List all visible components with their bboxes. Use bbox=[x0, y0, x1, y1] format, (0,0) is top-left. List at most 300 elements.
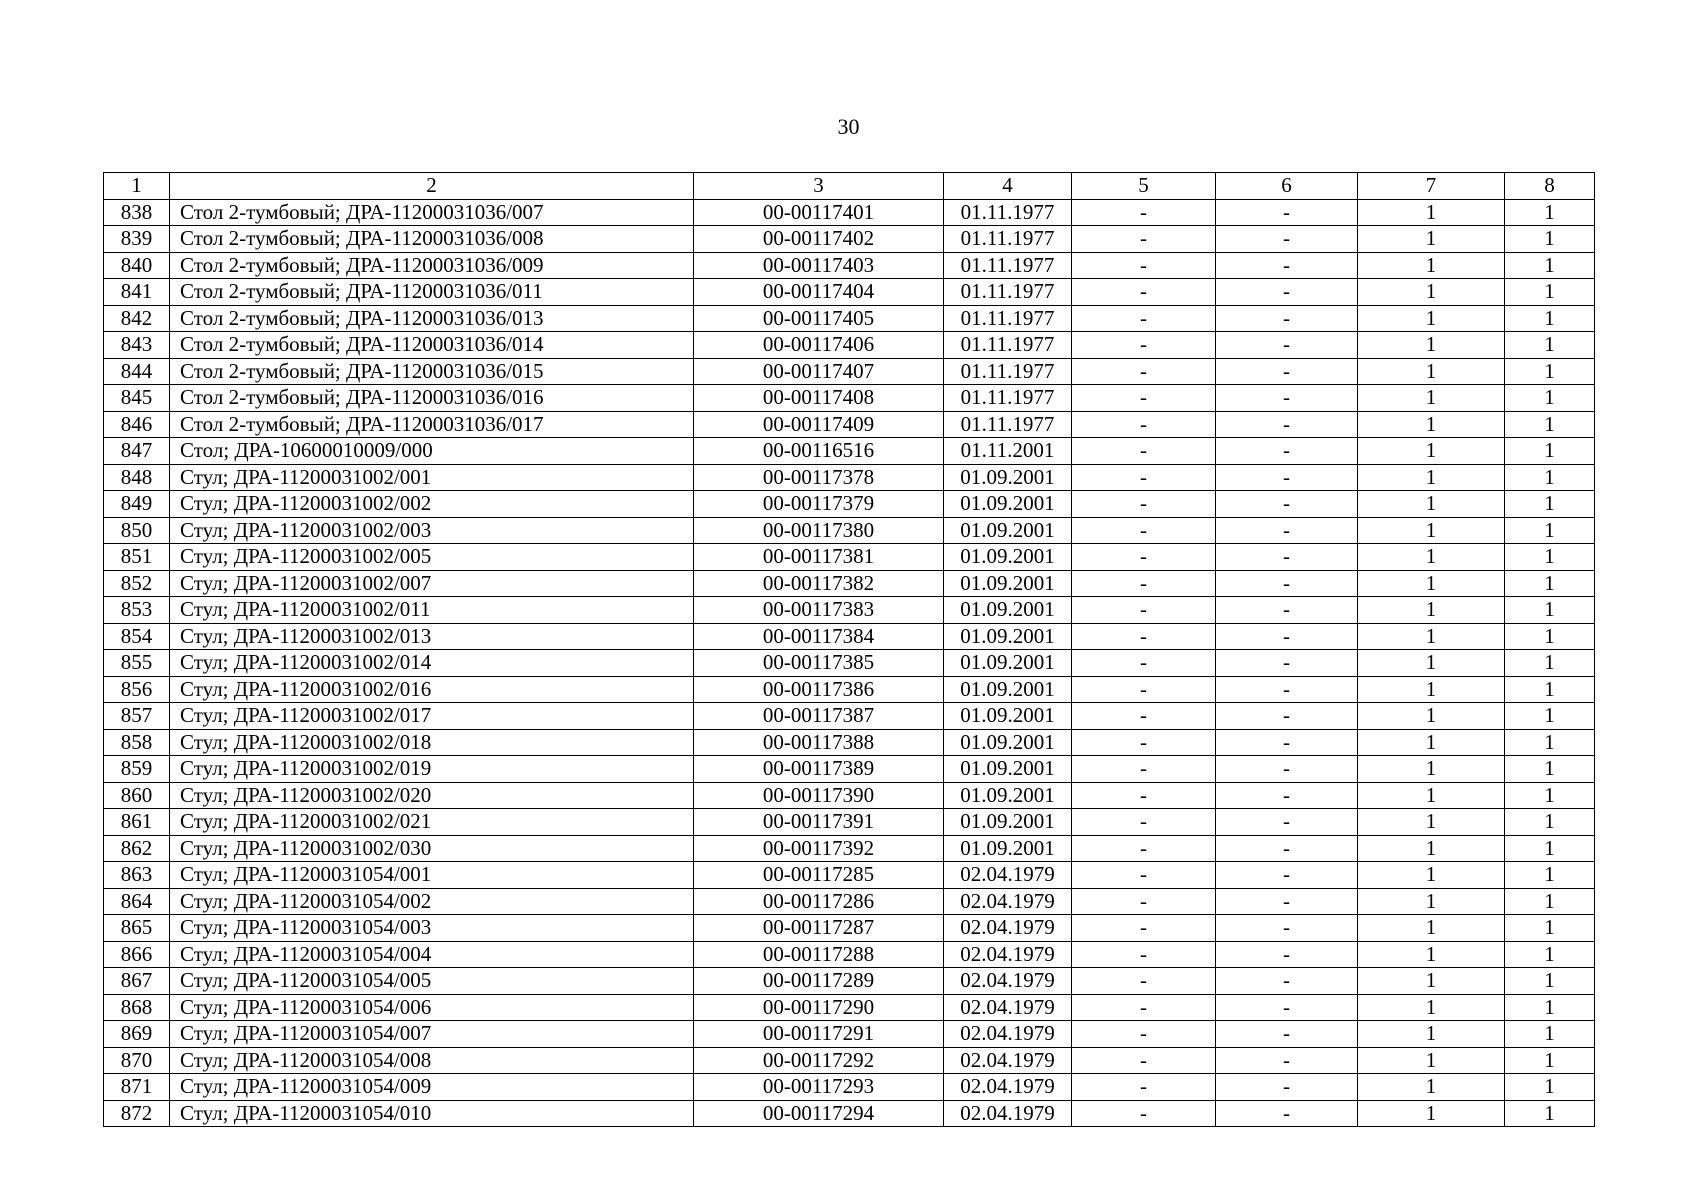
column-header-4: 4 bbox=[944, 173, 1072, 200]
table-cell-col-7: 1 bbox=[1358, 1074, 1505, 1101]
table-cell-col-1: 856 bbox=[104, 676, 170, 703]
table-row bbox=[104, 570, 1595, 597]
table-cell-col-7: 1 bbox=[1358, 279, 1505, 306]
table-cell-col-4: 01.11.1977 bbox=[944, 411, 1072, 438]
table-cell-col-7: 1 bbox=[1358, 438, 1505, 465]
table-cell-col-6: - bbox=[1216, 597, 1358, 624]
table-cell-col-5: - bbox=[1072, 623, 1216, 650]
table-row bbox=[104, 676, 1595, 703]
table-cell-col-7: 1 bbox=[1358, 226, 1505, 253]
table-cell-col-2: Стул; ДРА-11200031054/007 bbox=[170, 1021, 694, 1048]
page-number: 30 bbox=[837, 114, 860, 139]
table-cell-col-8: 1 bbox=[1505, 1021, 1595, 1048]
table-cell-col-2: Стул; ДРА-11200031054/004 bbox=[170, 941, 694, 968]
table-cell-col-3: 00-00117402 bbox=[694, 226, 944, 253]
table-cell-col-8: 1 bbox=[1505, 676, 1595, 703]
table-cell-col-8: 1 bbox=[1505, 835, 1595, 862]
table-cell-col-3: 00-00117287 bbox=[694, 915, 944, 942]
table-cell-col-2: Стол 2-тумбовый; ДРА-11200031036/011 bbox=[170, 279, 694, 306]
table-cell-col-4: 01.11.2001 bbox=[944, 438, 1072, 465]
table-cell-col-1: 838 bbox=[104, 199, 170, 226]
table-cell-col-1: 871 bbox=[104, 1074, 170, 1101]
table-cell-col-1: 857 bbox=[104, 703, 170, 730]
table-cell-col-1: 862 bbox=[104, 835, 170, 862]
table-cell-col-2: Стул; ДРА-11200031002/021 bbox=[170, 809, 694, 836]
table-cell-col-8: 1 bbox=[1505, 226, 1595, 253]
table-cell-col-7: 1 bbox=[1358, 1047, 1505, 1074]
table-cell-col-8: 1 bbox=[1505, 1100, 1595, 1127]
table-row bbox=[104, 782, 1595, 809]
table-cell-col-7: 1 bbox=[1358, 650, 1505, 677]
table-cell-col-6: - bbox=[1216, 517, 1358, 544]
table-cell-col-5: - bbox=[1072, 862, 1216, 889]
table-row bbox=[104, 650, 1595, 677]
table-cell-col-3: 00-00117291 bbox=[694, 1021, 944, 1048]
table-cell-col-5: - bbox=[1072, 676, 1216, 703]
table-cell-col-6: - bbox=[1216, 862, 1358, 889]
table-cell-col-3: 00-00117401 bbox=[694, 199, 944, 226]
table-cell-col-4: 01.11.1977 bbox=[944, 279, 1072, 306]
table-cell-col-7: 1 bbox=[1358, 623, 1505, 650]
table-cell-col-1: 867 bbox=[104, 968, 170, 995]
table-cell-col-3: 00-00117380 bbox=[694, 517, 944, 544]
table-cell-col-8: 1 bbox=[1505, 994, 1595, 1021]
table-row bbox=[104, 438, 1595, 465]
table-cell-col-7: 1 bbox=[1358, 358, 1505, 385]
table-cell-col-8: 1 bbox=[1505, 941, 1595, 968]
table-row bbox=[104, 1021, 1595, 1048]
table-cell-col-2: Стул; ДРА-11200031002/005 bbox=[170, 544, 694, 571]
table-row bbox=[104, 888, 1595, 915]
table-row bbox=[104, 703, 1595, 730]
table-cell-col-4: 01.11.1977 bbox=[944, 332, 1072, 359]
table-cell-col-3: 00-00117381 bbox=[694, 544, 944, 571]
table-cell-col-3: 00-00117386 bbox=[694, 676, 944, 703]
table-row bbox=[104, 809, 1595, 836]
table-cell-col-1: 846 bbox=[104, 411, 170, 438]
table-cell-col-8: 1 bbox=[1505, 411, 1595, 438]
table-cell-col-3: 00-00117379 bbox=[694, 491, 944, 518]
table-cell-col-8: 1 bbox=[1505, 862, 1595, 889]
table-row bbox=[104, 915, 1595, 942]
table-cell-col-3: 00-00117392 bbox=[694, 835, 944, 862]
table-cell-col-1: 842 bbox=[104, 305, 170, 332]
table-cell-col-3: 00-00117388 bbox=[694, 729, 944, 756]
table-row bbox=[104, 411, 1595, 438]
table-cell-col-2: Стул; ДРА-11200031002/013 bbox=[170, 623, 694, 650]
table-cell-col-2: Стул; ДРА-11200031054/009 bbox=[170, 1074, 694, 1101]
table-row bbox=[104, 968, 1595, 995]
table-cell-col-6: - bbox=[1216, 1100, 1358, 1127]
table-cell-col-7: 1 bbox=[1358, 385, 1505, 412]
table-cell-col-5: - bbox=[1072, 358, 1216, 385]
table-cell-col-5: - bbox=[1072, 835, 1216, 862]
table-cell-col-6: - bbox=[1216, 332, 1358, 359]
table-cell-col-2: Стул; ДРА-11200031054/001 bbox=[170, 862, 694, 889]
table-cell-col-1: 852 bbox=[104, 570, 170, 597]
table-cell-col-2: Стул; ДРА-11200031002/007 bbox=[170, 570, 694, 597]
table-cell-col-7: 1 bbox=[1358, 252, 1505, 279]
table-cell-col-4: 01.09.2001 bbox=[944, 597, 1072, 624]
table-cell-col-2: Стол 2-тумбовый; ДРА-11200031036/016 bbox=[170, 385, 694, 412]
table-cell-col-8: 1 bbox=[1505, 888, 1595, 915]
table-row bbox=[104, 544, 1595, 571]
table-cell-col-3: 00-00117383 bbox=[694, 597, 944, 624]
table-cell-col-2: Стол 2-тумбовый; ДРА-11200031036/017 bbox=[170, 411, 694, 438]
table-cell-col-1: 854 bbox=[104, 623, 170, 650]
table-cell-col-4: 01.09.2001 bbox=[944, 570, 1072, 597]
table-cell-col-2: Стол 2-тумбовый; ДРА-11200031036/008 bbox=[170, 226, 694, 253]
table-cell-col-5: - bbox=[1072, 491, 1216, 518]
table-cell-col-2: Стол 2-тумбовый; ДРА-11200031036/013 bbox=[170, 305, 694, 332]
table-header-row bbox=[104, 173, 1595, 200]
table-cell-col-3: 00-00117406 bbox=[694, 332, 944, 359]
table-cell-col-3: 00-00117294 bbox=[694, 1100, 944, 1127]
table-cell-col-5: - bbox=[1072, 941, 1216, 968]
table-cell-col-1: 855 bbox=[104, 650, 170, 677]
table-cell-col-4: 01.09.2001 bbox=[944, 835, 1072, 862]
table-cell-col-1: 848 bbox=[104, 464, 170, 491]
table-cell-col-3: 00-00117292 bbox=[694, 1047, 944, 1074]
table-cell-col-5: - bbox=[1072, 1021, 1216, 1048]
table-cell-col-2: Стул; ДРА-11200031002/018 bbox=[170, 729, 694, 756]
table-cell-col-2: Стул; ДРА-11200031002/019 bbox=[170, 756, 694, 783]
table-cell-col-7: 1 bbox=[1358, 570, 1505, 597]
table-cell-col-5: - bbox=[1072, 1047, 1216, 1074]
table-cell-col-5: - bbox=[1072, 332, 1216, 359]
table-cell-col-4: 02.04.1979 bbox=[944, 1100, 1072, 1127]
table-cell-col-3: 00-00117404 bbox=[694, 279, 944, 306]
column-header-3: 3 bbox=[694, 173, 944, 200]
table-cell-col-4: 01.11.1977 bbox=[944, 358, 1072, 385]
table-cell-col-6: - bbox=[1216, 1074, 1358, 1101]
table-cell-col-2: Стул; ДРА-11200031054/003 bbox=[170, 915, 694, 942]
table-cell-col-1: 866 bbox=[104, 941, 170, 968]
table-cell-col-6: - bbox=[1216, 570, 1358, 597]
table-cell-col-1: 844 bbox=[104, 358, 170, 385]
table-cell-col-7: 1 bbox=[1358, 1100, 1505, 1127]
table-row bbox=[104, 597, 1595, 624]
table-cell-col-7: 1 bbox=[1358, 729, 1505, 756]
table-row bbox=[104, 199, 1595, 226]
table-cell-col-4: 02.04.1979 bbox=[944, 1074, 1072, 1101]
table-cell-col-6: - bbox=[1216, 941, 1358, 968]
table-cell-col-4: 02.04.1979 bbox=[944, 994, 1072, 1021]
column-header-6: 6 bbox=[1216, 173, 1358, 200]
table-cell-col-7: 1 bbox=[1358, 703, 1505, 730]
table-row bbox=[104, 862, 1595, 889]
table-row bbox=[104, 941, 1595, 968]
table-cell-col-1: 863 bbox=[104, 862, 170, 889]
table-cell-col-7: 1 bbox=[1358, 809, 1505, 836]
table-cell-col-7: 1 bbox=[1358, 888, 1505, 915]
table-row bbox=[104, 1074, 1595, 1101]
table-cell-col-2: Стул; ДРА-11200031002/030 bbox=[170, 835, 694, 862]
table-cell-col-4: 01.09.2001 bbox=[944, 623, 1072, 650]
table-cell-col-4: 02.04.1979 bbox=[944, 1021, 1072, 1048]
table-cell-col-7: 1 bbox=[1358, 994, 1505, 1021]
table-cell-col-2: Стол 2-тумбовый; ДРА-11200031036/014 bbox=[170, 332, 694, 359]
table-row bbox=[104, 1100, 1595, 1127]
table-cell-col-3: 00-00117384 bbox=[694, 623, 944, 650]
table-cell-col-3: 00-00117290 bbox=[694, 994, 944, 1021]
table-cell-col-1: 868 bbox=[104, 994, 170, 1021]
table-cell-col-6: - bbox=[1216, 756, 1358, 783]
table-cell-col-8: 1 bbox=[1505, 1074, 1595, 1101]
table-cell-col-1: 870 bbox=[104, 1047, 170, 1074]
table-cell-col-5: - bbox=[1072, 544, 1216, 571]
table-cell-col-8: 1 bbox=[1505, 782, 1595, 809]
table-cell-col-7: 1 bbox=[1358, 544, 1505, 571]
table-cell-col-8: 1 bbox=[1505, 756, 1595, 783]
table-cell-col-3: 00-00117289 bbox=[694, 968, 944, 995]
table-cell-col-6: - bbox=[1216, 729, 1358, 756]
table-cell-col-8: 1 bbox=[1505, 915, 1595, 942]
table-cell-col-4: 02.04.1979 bbox=[944, 915, 1072, 942]
table-cell-col-2: Стул; ДРА-11200031054/002 bbox=[170, 888, 694, 915]
table-cell-col-1: 843 bbox=[104, 332, 170, 359]
table-cell-col-4: 01.09.2001 bbox=[944, 809, 1072, 836]
table-cell-col-6: - bbox=[1216, 809, 1358, 836]
column-header-5: 5 bbox=[1072, 173, 1216, 200]
table-cell-col-5: - bbox=[1072, 915, 1216, 942]
table-cell-col-4: 01.09.2001 bbox=[944, 517, 1072, 544]
table-row bbox=[104, 358, 1595, 385]
table-cell-col-5: - bbox=[1072, 650, 1216, 677]
table-cell-col-6: - bbox=[1216, 464, 1358, 491]
table-cell-col-4: 01.09.2001 bbox=[944, 464, 1072, 491]
table-cell-col-2: Стул; ДРА-11200031002/017 bbox=[170, 703, 694, 730]
table-row bbox=[104, 252, 1595, 279]
table-cell-col-3: 00-00117409 bbox=[694, 411, 944, 438]
table-cell-col-7: 1 bbox=[1358, 676, 1505, 703]
column-header-7: 7 bbox=[1358, 173, 1505, 200]
table-cell-col-5: - bbox=[1072, 597, 1216, 624]
table-cell-col-4: 01.11.1977 bbox=[944, 305, 1072, 332]
table-cell-col-7: 1 bbox=[1358, 968, 1505, 995]
column-header-8: 8 bbox=[1505, 173, 1595, 200]
table-cell-col-2: Стул; ДРА-11200031002/003 bbox=[170, 517, 694, 544]
table-cell-col-8: 1 bbox=[1505, 438, 1595, 465]
table-cell-col-5: - bbox=[1072, 517, 1216, 544]
table-cell-col-2: Стол; ДРА-10600010009/000 bbox=[170, 438, 694, 465]
table-cell-col-7: 1 bbox=[1358, 464, 1505, 491]
table-cell-col-2: Стул; ДРА-11200031002/002 bbox=[170, 491, 694, 518]
table-cell-col-7: 1 bbox=[1358, 411, 1505, 438]
table-row bbox=[104, 491, 1595, 518]
table-row bbox=[104, 623, 1595, 650]
table-cell-col-6: - bbox=[1216, 994, 1358, 1021]
table-cell-col-8: 1 bbox=[1505, 809, 1595, 836]
table-cell-col-8: 1 bbox=[1505, 623, 1595, 650]
table-cell-col-4: 01.09.2001 bbox=[944, 650, 1072, 677]
table-cell-col-1: 859 bbox=[104, 756, 170, 783]
table-cell-col-2: Стул; ДРА-11200031002/014 bbox=[170, 650, 694, 677]
table-cell-col-4: 02.04.1979 bbox=[944, 941, 1072, 968]
table-cell-col-5: - bbox=[1072, 411, 1216, 438]
column-header-1: 1 bbox=[104, 173, 170, 200]
table-cell-col-8: 1 bbox=[1505, 570, 1595, 597]
table-cell-col-3: 00-00116516 bbox=[694, 438, 944, 465]
table-cell-col-7: 1 bbox=[1358, 305, 1505, 332]
table-cell-col-1: 872 bbox=[104, 1100, 170, 1127]
table-cell-col-8: 1 bbox=[1505, 1047, 1595, 1074]
table-cell-col-8: 1 bbox=[1505, 703, 1595, 730]
table-cell-col-6: - bbox=[1216, 305, 1358, 332]
table-cell-col-1: 865 bbox=[104, 915, 170, 942]
table-cell-col-4: 01.09.2001 bbox=[944, 703, 1072, 730]
table-cell-col-6: - bbox=[1216, 252, 1358, 279]
table-cell-col-2: Стул; ДРА-11200031054/010 bbox=[170, 1100, 694, 1127]
table-cell-col-8: 1 bbox=[1505, 199, 1595, 226]
table-cell-col-5: - bbox=[1072, 252, 1216, 279]
table-cell-col-6: - bbox=[1216, 411, 1358, 438]
table-cell-col-6: - bbox=[1216, 835, 1358, 862]
table-row bbox=[104, 305, 1595, 332]
table-cell-col-4: 01.11.1977 bbox=[944, 226, 1072, 253]
table-cell-col-6: - bbox=[1216, 438, 1358, 465]
table-cell-col-4: 01.09.2001 bbox=[944, 729, 1072, 756]
table-cell-col-8: 1 bbox=[1505, 544, 1595, 571]
table-cell-col-4: 01.11.1977 bbox=[944, 252, 1072, 279]
table-cell-col-7: 1 bbox=[1358, 915, 1505, 942]
table-cell-col-7: 1 bbox=[1358, 1021, 1505, 1048]
table-cell-col-4: 01.09.2001 bbox=[944, 676, 1072, 703]
table-cell-col-4: 02.04.1979 bbox=[944, 888, 1072, 915]
table-cell-col-1: 845 bbox=[104, 385, 170, 412]
table-cell-col-3: 00-00117293 bbox=[694, 1074, 944, 1101]
table-cell-col-8: 1 bbox=[1505, 650, 1595, 677]
table-cell-col-7: 1 bbox=[1358, 835, 1505, 862]
table-cell-col-6: - bbox=[1216, 650, 1358, 677]
table-cell-col-3: 00-00117389 bbox=[694, 756, 944, 783]
table-cell-col-3: 00-00117390 bbox=[694, 782, 944, 809]
table-cell-col-5: - bbox=[1072, 438, 1216, 465]
table-row bbox=[104, 517, 1595, 544]
table-cell-col-8: 1 bbox=[1505, 385, 1595, 412]
table-cell-col-3: 00-00117285 bbox=[694, 862, 944, 889]
table-row bbox=[104, 279, 1595, 306]
table-row bbox=[104, 385, 1595, 412]
table-cell-col-4: 01.09.2001 bbox=[944, 782, 1072, 809]
table-cell-col-8: 1 bbox=[1505, 968, 1595, 995]
table-cell-col-2: Стул; ДРА-11200031054/005 bbox=[170, 968, 694, 995]
table-cell-col-1: 869 bbox=[104, 1021, 170, 1048]
table-cell-col-5: - bbox=[1072, 994, 1216, 1021]
table-cell-col-1: 840 bbox=[104, 252, 170, 279]
table-cell-col-4: 01.09.2001 bbox=[944, 756, 1072, 783]
table-cell-col-6: - bbox=[1216, 279, 1358, 306]
table-cell-col-3: 00-00117286 bbox=[694, 888, 944, 915]
table-cell-col-5: - bbox=[1072, 703, 1216, 730]
table-cell-col-3: 00-00117405 bbox=[694, 305, 944, 332]
table-cell-col-4: 02.04.1979 bbox=[944, 1047, 1072, 1074]
table-cell-col-8: 1 bbox=[1505, 517, 1595, 544]
table-cell-col-6: - bbox=[1216, 915, 1358, 942]
table-row bbox=[104, 835, 1595, 862]
table-cell-col-6: - bbox=[1216, 676, 1358, 703]
table-row bbox=[104, 729, 1595, 756]
table-cell-col-5: - bbox=[1072, 279, 1216, 306]
table-cell-col-6: - bbox=[1216, 544, 1358, 571]
table-cell-col-8: 1 bbox=[1505, 252, 1595, 279]
table-cell-col-2: Стул; ДРА-11200031054/008 bbox=[170, 1047, 694, 1074]
table-cell-col-5: - bbox=[1072, 226, 1216, 253]
table-row bbox=[104, 464, 1595, 491]
table-cell-col-5: - bbox=[1072, 1100, 1216, 1127]
table-body bbox=[104, 199, 1595, 1127]
table-cell-col-5: - bbox=[1072, 1074, 1216, 1101]
table-cell-col-7: 1 bbox=[1358, 491, 1505, 518]
table-cell-col-1: 847 bbox=[104, 438, 170, 465]
column-header-2: 2 bbox=[170, 173, 694, 200]
table-cell-col-6: - bbox=[1216, 888, 1358, 915]
table-cell-col-5: - bbox=[1072, 570, 1216, 597]
table-cell-col-1: 864 bbox=[104, 888, 170, 915]
table-cell-col-8: 1 bbox=[1505, 729, 1595, 756]
table-cell-col-7: 1 bbox=[1358, 517, 1505, 544]
table-cell-col-8: 1 bbox=[1505, 305, 1595, 332]
table-cell-col-2: Стол 2-тумбовый; ДРА-11200031036/009 bbox=[170, 252, 694, 279]
table-cell-col-7: 1 bbox=[1358, 941, 1505, 968]
table-cell-col-8: 1 bbox=[1505, 491, 1595, 518]
table-cell-col-2: Стул; ДРА-11200031002/011 bbox=[170, 597, 694, 624]
table-cell-col-6: - bbox=[1216, 358, 1358, 385]
table-cell-col-1: 858 bbox=[104, 729, 170, 756]
table-cell-col-1: 860 bbox=[104, 782, 170, 809]
inventory-table bbox=[103, 172, 1595, 1127]
table-cell-col-6: - bbox=[1216, 199, 1358, 226]
table-cell-col-3: 00-00117385 bbox=[694, 650, 944, 677]
table-cell-col-7: 1 bbox=[1358, 597, 1505, 624]
table-cell-col-6: - bbox=[1216, 968, 1358, 995]
table-cell-col-8: 1 bbox=[1505, 279, 1595, 306]
table-cell-col-8: 1 bbox=[1505, 358, 1595, 385]
table-row bbox=[104, 332, 1595, 359]
table-cell-col-6: - bbox=[1216, 703, 1358, 730]
table-cell-col-5: - bbox=[1072, 888, 1216, 915]
table-cell-col-2: Стол 2-тумбовый; ДРА-11200031036/015 bbox=[170, 358, 694, 385]
table-cell-col-6: - bbox=[1216, 491, 1358, 518]
table-cell-col-5: - bbox=[1072, 199, 1216, 226]
table-cell-col-7: 1 bbox=[1358, 199, 1505, 226]
table-cell-col-4: 01.09.2001 bbox=[944, 491, 1072, 518]
table-row bbox=[104, 226, 1595, 253]
table-cell-col-8: 1 bbox=[1505, 597, 1595, 624]
table-cell-col-6: - bbox=[1216, 1047, 1358, 1074]
table-cell-col-4: 01.11.1977 bbox=[944, 385, 1072, 412]
table-cell-col-2: Стул; ДРА-11200031054/006 bbox=[170, 994, 694, 1021]
table-cell-col-3: 00-00117387 bbox=[694, 703, 944, 730]
table-cell-col-1: 851 bbox=[104, 544, 170, 571]
table-cell-col-3: 00-00117391 bbox=[694, 809, 944, 836]
table-cell-col-3: 00-00117403 bbox=[694, 252, 944, 279]
table-cell-col-2: Стул; ДРА-11200031002/016 bbox=[170, 676, 694, 703]
table-cell-col-1: 853 bbox=[104, 597, 170, 624]
table-cell-col-1: 839 bbox=[104, 226, 170, 253]
table-cell-col-7: 1 bbox=[1358, 782, 1505, 809]
table-cell-col-2: Стул; ДРА-11200031002/001 bbox=[170, 464, 694, 491]
table-cell-col-4: 01.09.2001 bbox=[944, 544, 1072, 571]
table-cell-col-1: 841 bbox=[104, 279, 170, 306]
table-cell-col-3: 00-00117382 bbox=[694, 570, 944, 597]
table-cell-col-2: Стул; ДРА-11200031002/020 bbox=[170, 782, 694, 809]
table-cell-col-5: - bbox=[1072, 305, 1216, 332]
table-cell-col-6: - bbox=[1216, 623, 1358, 650]
table-cell-col-1: 861 bbox=[104, 809, 170, 836]
table-row bbox=[104, 756, 1595, 783]
table-cell-col-5: - bbox=[1072, 782, 1216, 809]
